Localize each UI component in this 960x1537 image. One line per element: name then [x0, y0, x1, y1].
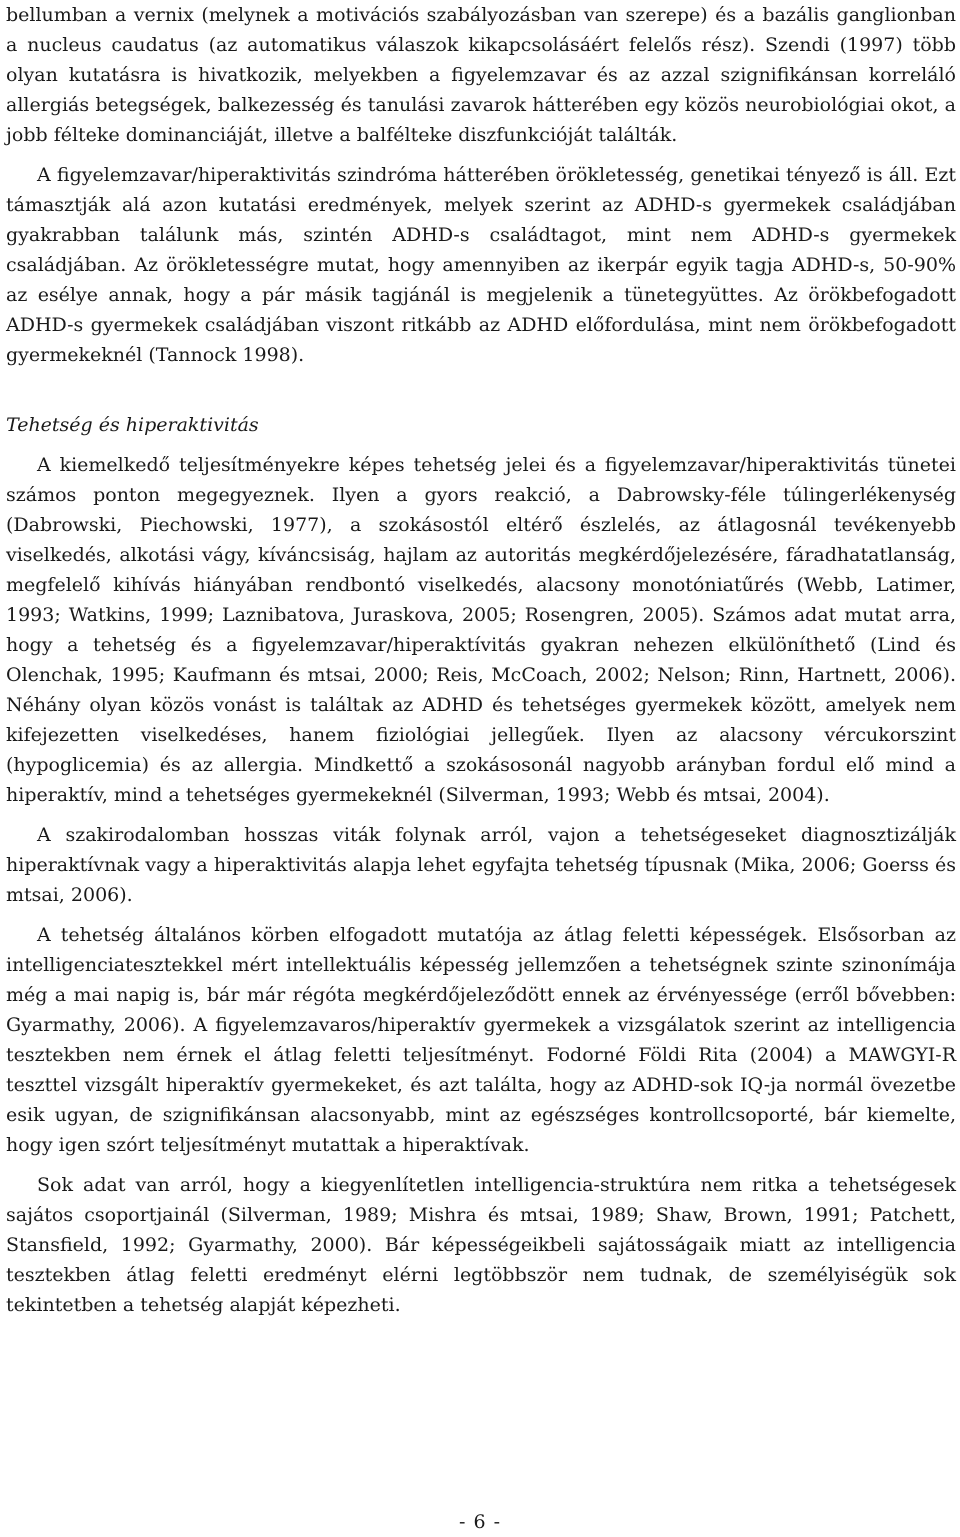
paragraph-2: A figyelemzavar/hiperaktivitás szindróma hátterében örökletesség, genetikai tényező is áll. Ezt támasztják alá azon kutatási eredmények, melyek szerint az ADHD-s gyermekek családjában gyakrabban találunk más, szintén ADHD-s családtagot, mint nem ADHD-s gyermekek családjában. Az örökletességre mutat, hogy amennyiben az ikerpár egyik tagja ADHD-s, 50-90% az esélye annak, hogy a pár másik tagjánál is megjelenik a tünetegyüttes. Az örökbefogadott ADHD-s gyermekek családjában viszont ritkább az ADHD előfordulása, mint nem örökbefogadott gyermekeknél (Tannock 1998). [6, 164, 956, 366]
paragraph-3: A kiemelkedő teljesítményekre képes tehetség jelei és a figyelemzavar/hiperaktivitás tünetei számos ponton megegyeznek. Ilyen a gyors reakció, a Dabrowsky-féle túlingerlékenység (Dabrowski, Piechowski, 1977), a szokásostól eltérő észlelés, az átlagosnál tevékenyebb viselkedés, alkotási vágy, kíváncsiság, hajlam az autoritás megkérdőjelezésére, fáradhatatlanság, megfelelő kihívás hiányában rendbontó viselkedés, alacsony monotóniatűrés (Webb, Latimer, 1993; Watkins, 1999; Laznibatova, Juraskova, 2005; Rosengren, 2005). Számos adat mutat arra, hogy a tehetség és a figyelemzavar/hiperaktívitás gyakran nehezen elkülöníthető (Lind és Olenchak, 1995; Kaufmann és mtsai, 2000; Reis, McCoach, 2002; Nelson; Rinn, Hartnett, 2006). Néhány olyan közös vonást is találtak az ADHD és tehetséges gyermekek között, amelyek nem kifejezetten viselkedéses, hanem fiziológiai jellegűek. Ilyen az alacsony vércukorszint (hypoglicemia) és az allergia. Mindkettő a szokásosonál nagyobb arányban fordul elő mind a hiperaktív, mind a tehetséges gyermekeknél (Silverman, 1993; Webb és mtsai, 2004). [6, 454, 956, 806]
document-body [6, 0, 956, 1320]
page-number: - 6 - [458, 1511, 501, 1533]
paragraph-1: bellumban a vernix (melynek a motivációs szabályozásban van szerepe) és a bazális ganglionban a nucleus caudatus (az automatikus válaszok kikapcsolásáért felelős rész). Szendi (1997) több olyan kutatásra is hivatkozik, melyekben a figyelemzavar és az azzal szignifikánsan korreláló allergiás betegségek, balkezesség és tanulási zavarok hátterében egy közös neurobiológiai okot, a jobb félteke dominanciáját, illetve a balfélteke diszfunkcióját találták. [6, 4, 956, 146]
paragraph-5: A tehetség általános körben elfogadott mutatója az átlag feletti képességek. Elsősorban az intelligenciatesztekkel mért intellektuális képesség jellemzően a tehetségnek szinte szinonímája még a mai napig is, bár már régóta megkérdőjeleződött ennek az érvényessége (erről bővebben: Gyarmathy, 2006). A figyelemzavaros/hiperaktív gyermekek a vizsgálatok szerint az intelligencia tesztekben nem érnek el átlag feletti teljesítményt. Fodorné Földi Rita (2004) a MAWGYI-R teszttel vizsgált hiperaktív gyermekeket, és azt találta, hogy az ADHD-sok IQ-ja normál övezetbe esik ugyan, de szignifikánsan alacsonyabb, mint az egészséges kontrollcsoporté, bár kiemelte, hogy igen szórt teljesítményt mutattak a hiperaktívak. [6, 924, 956, 1156]
paragraph-6: Sok adat van arról, hogy a kiegyenlítetlen intelligencia-struktúra nem ritka a tehetségesek sajátos csoportjainál (Silverman, 1989; Mishra és mtsai, 1989; Shaw, Brown, 1991; Patchett, Stansfield, 1992; Gyarmathy, 2000). Bár képességeikbeli sajátosságaik miatt az intelligencia tesztekben átlag feletti eredményt elérni legtöbbször nem tudnak, de személyiségük sok tekintetben a tehetség alapját képezheti. [6, 1174, 956, 1316]
paragraph-4: A szakirodalomban hosszas viták folynak arról, vajon a tehetségeseket diagnosztizálják hiperaktívnak vagy a hiperaktivitás alapja lehet egyfajta tehetség típusnak (Mika, 2006; Goerss és mtsai, 2006). [6, 824, 956, 906]
section-heading: Tehetség és hiperaktivitás [6, 414, 259, 436]
